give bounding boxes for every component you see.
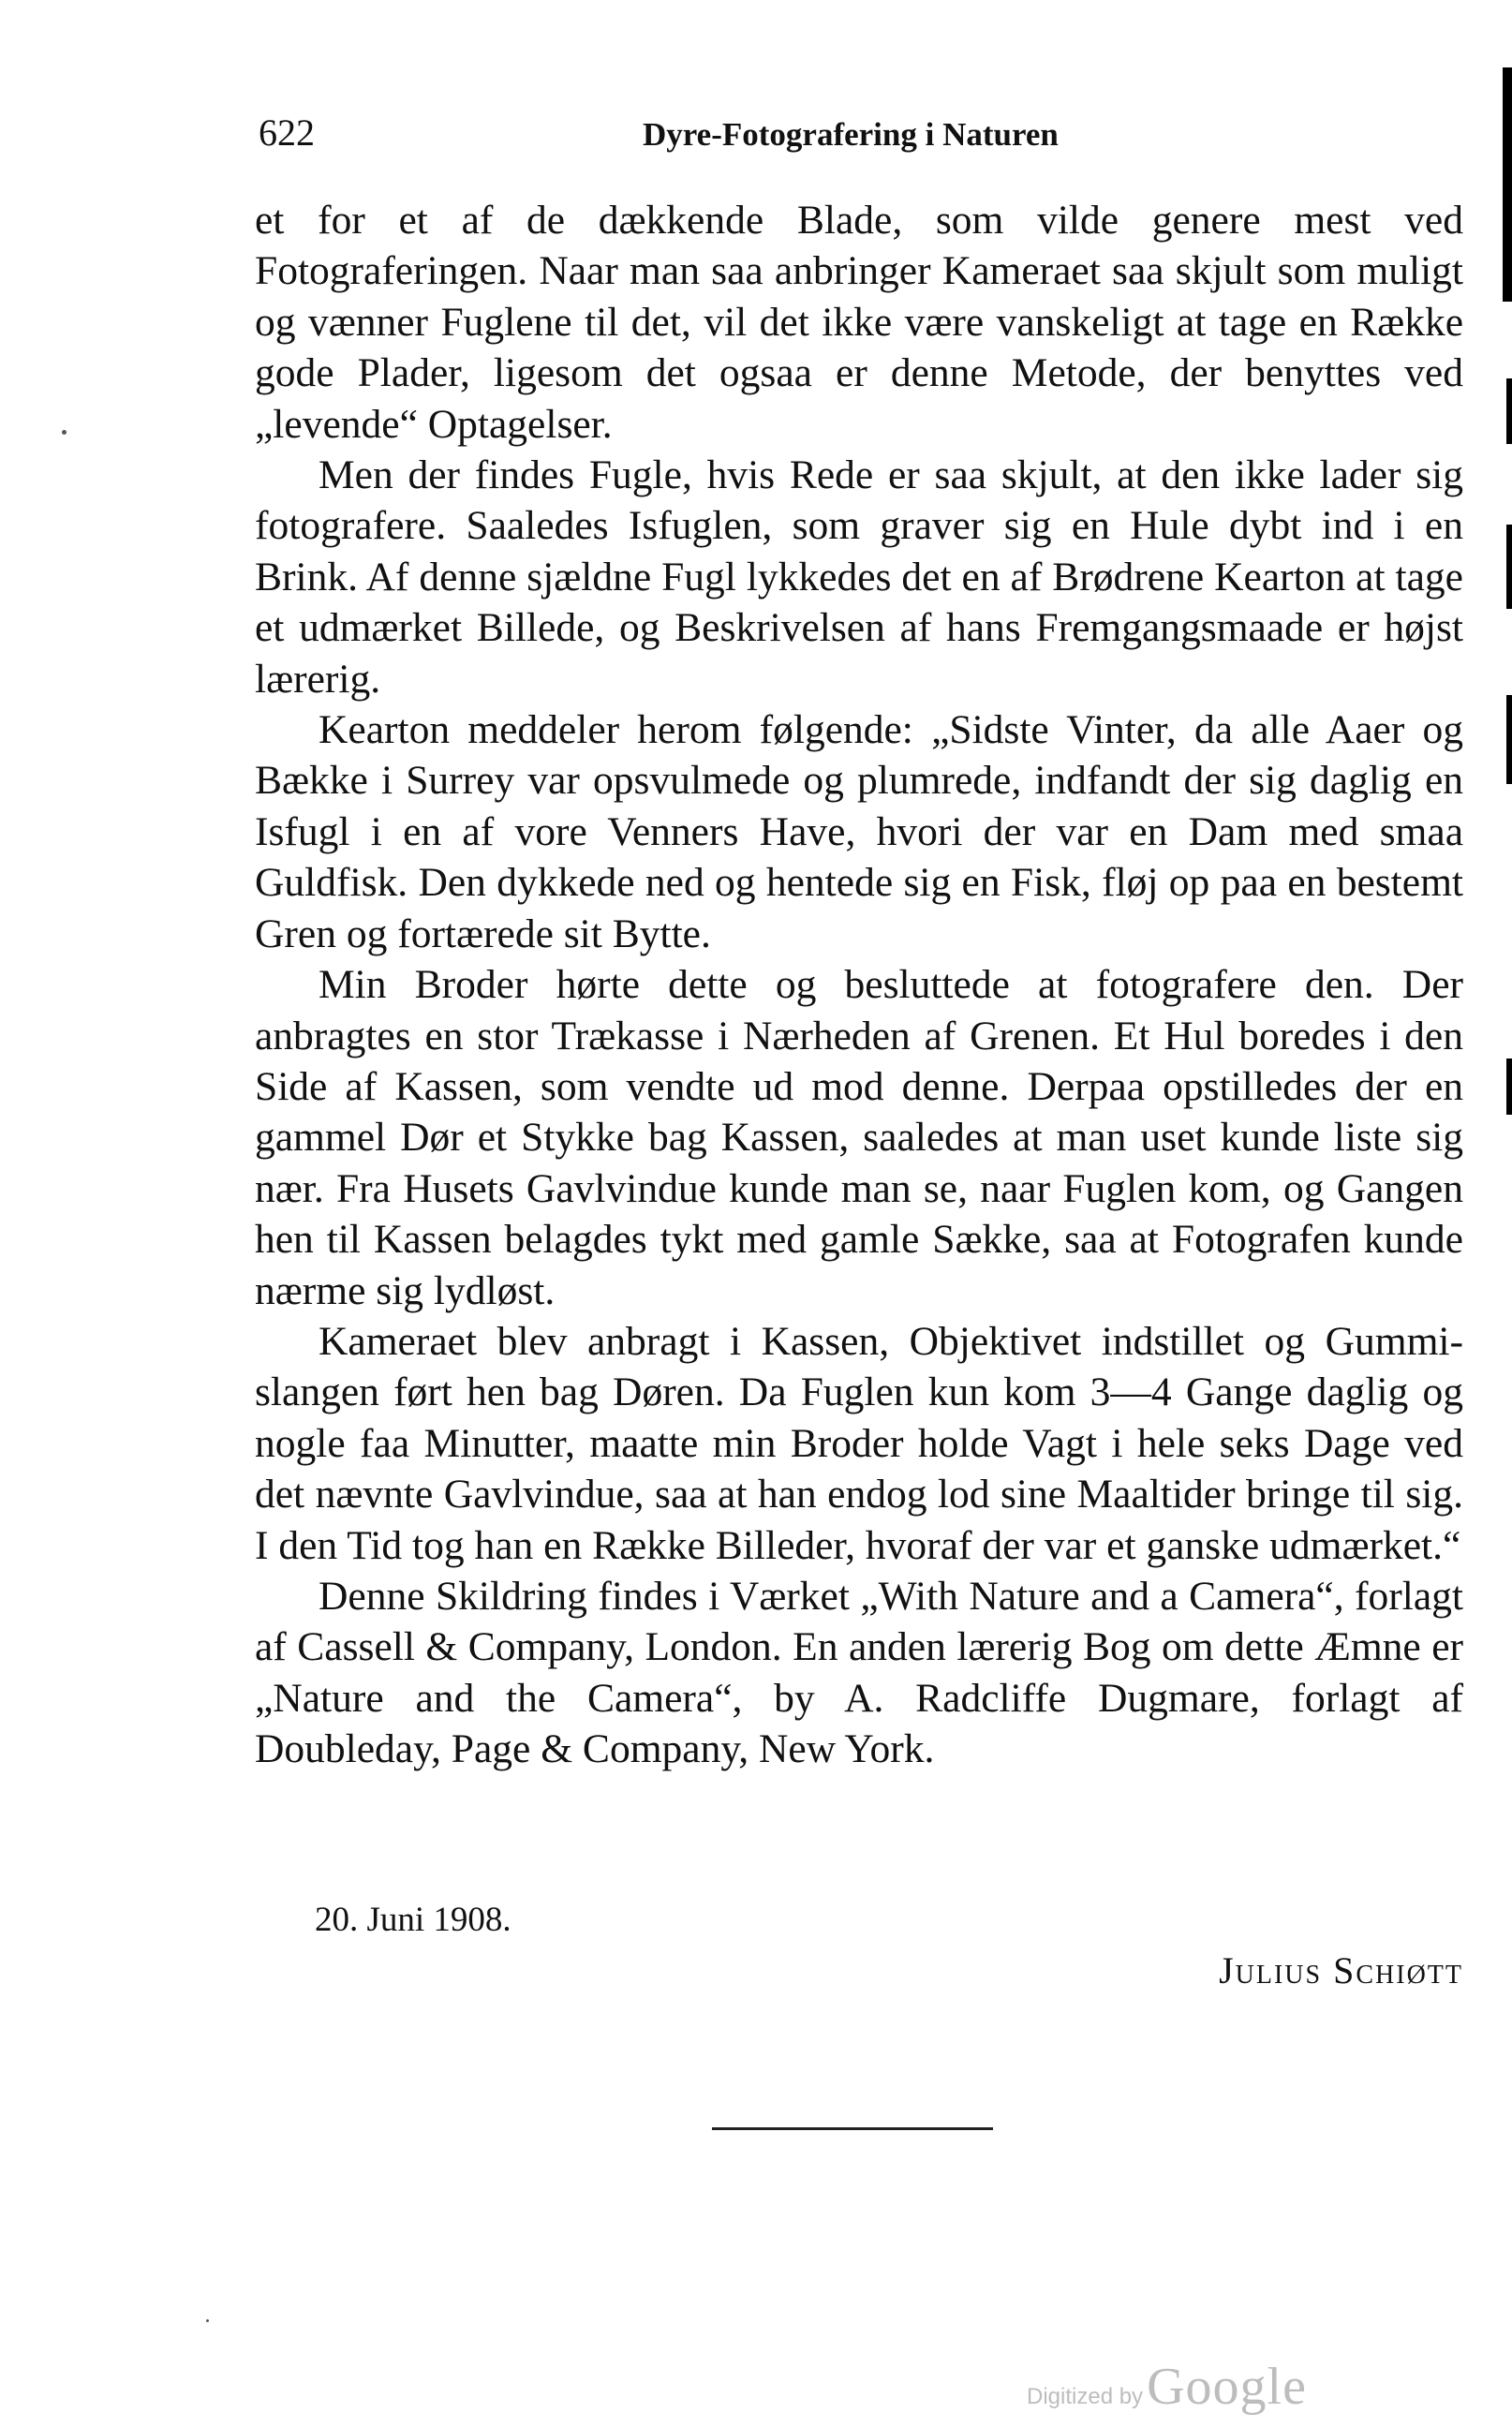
paragraph-3: Kearton meddeler herom følgende: „Sidste Vinter, da alle Aaer og Bække i Surrey var opsvulmede og plumrede, indfandt der sig daglig en Isfugl i en af vore Venners Have, hvori der var en Dam med smaa Guldfisk. Den dykkede ned og hentede sig en Fisk, fløj op paa en bestemt Gren og fortærede sit Bytte.: [255, 707, 1463, 956]
body-text: [255, 195, 1463, 1775]
paragraph-1: et for et af de dækkende Blade, som vilde genere mest ved Fotograferingen. Naar man saa anbringer Kameraet saa skjult som muligt og vænner Fuglene til det, vil det ikke være vanskeligt at tage en Række gode Plader, ligesom det ogsaa er denne Metode, der benyttes ved „levende“ Optagelser.: [255, 198, 1463, 447]
paragraph-6: Denne Skildring findes i Værket „With Nature and a Camera“, forlagt af Cassell & Company, London. En anden lærerig Bog om dette Æmne er „Nature and the Camera“, by A. Radcliffe Dugmare, forlagt af Doubleday, Page & Company, New York.: [255, 1573, 1463, 1772]
watermark-prefix: Digitized by: [1027, 2384, 1144, 2409]
author-signature: Julius Schiøtt: [1219, 1949, 1463, 1991]
running-head: [259, 105, 1476, 161]
paragraph-2: Men der findes Fugle, hvis Rede er saa skjult, at den ikke lader sig fotografere. Saaledes Isfuglen, som graver sig en Hule dybt ind i en Brink. Af denne sjældne Fugl lykkedes det en af Brødrene Kearton at tage et udmærket Billede, og Beskrivelsen af hans Fremgangsmaade er højst lærerig.: [255, 452, 1463, 702]
signoff: [255, 1885, 1463, 1997]
digitization-watermark: [1027, 2357, 1307, 2416]
page-number: 622: [259, 111, 315, 154]
scan-edge-shadow: [1506, 1059, 1512, 1115]
end-rule: [712, 2127, 993, 2130]
watermark-brand: Google: [1147, 2358, 1307, 2416]
scan-edge-shadow: [1506, 525, 1512, 609]
scan-edge-shadow: [1503, 67, 1512, 302]
paragraph-5: Kameraet blev anbragt i Kassen, Objektivet indstillet og Gummislangen ført hen bag Døren. Da Fuglen kun kom 3—4 Gange daglig og nogle faa Minutter, maatte min Broder holde Vagt i hele seks Dage ved det nævnte Gavlvindue, saa at han endog lod sine Maaltider bringe til sig. I den Tid tog han en Række Billeder, hvoraf der var et ganske udmærket.“: [255, 1318, 1463, 1568]
scan-edge-shadow: [1506, 378, 1512, 444]
scan-speck: [62, 430, 67, 435]
scan-speck: [206, 2319, 209, 2322]
date-line: 20. Juni 1908.: [315, 1901, 511, 1939]
running-title: Dyre-Fotografering i Naturen: [643, 116, 1059, 153]
scan-edge-shadow: [1506, 695, 1512, 784]
paragraph-4: Min Broder hørte dette og besluttede at fotografere den. Der anbragtes en stor Trækasse i Nærheden af Grenen. Et Hul boredes i den Side af Kassen, som vendte ud mod denne. Derpaa opstilledes der en gammel Dør et Stykke bag Kassen, saaledes at man uset kunde liste sig nær. Fra Husets Gavlvindue kunde man se, naar Fuglen kom, og Gangen hen til Kassen belagdes tykt med gamle Sække, saa at Fotografen kunde nærme sig lydløst.: [255, 962, 1463, 1313]
